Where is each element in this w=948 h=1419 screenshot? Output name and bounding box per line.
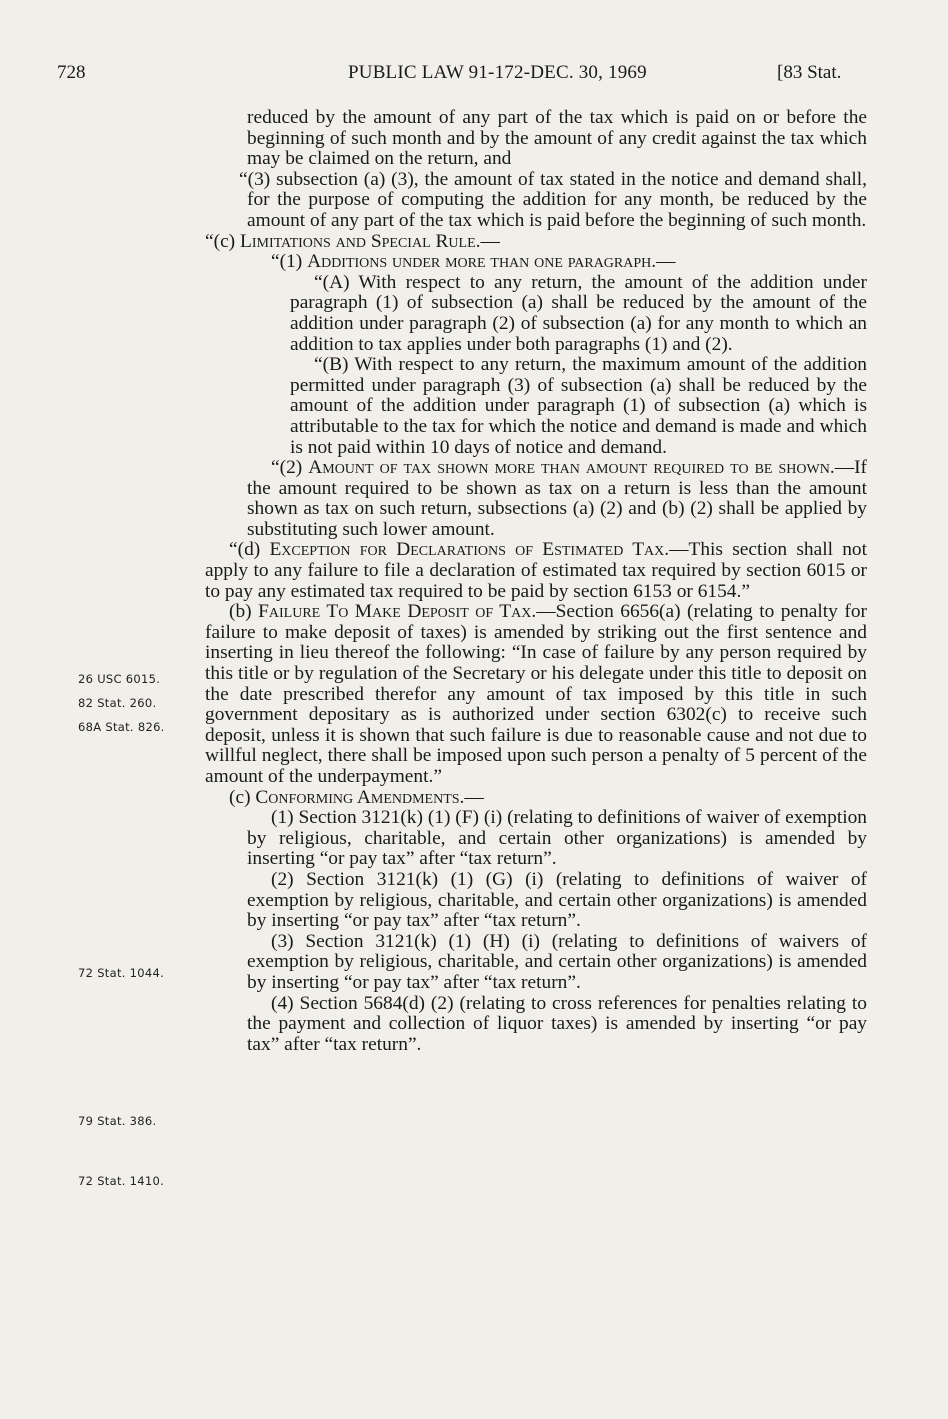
paragraph: “(2) Amount of tax shown more than amount required to be shown.—If the amount required to be shown as tax on a return is less than the amount shown as tax on such return, subsections (a) (2) and (b) (2) shall be applied by substituting such lower amount. xyxy=(247,457,867,540)
paragraph: “(B) With respect to any return, the maximum amount of the addition permitted under paragraph (3) of subsection (a) shall be reduced by the amount of the addition under paragraph (1) of subsection (a) which is attributable to the tax for which the notice and demand is made and which is not paid within 10 days of notice and demand. xyxy=(290,354,867,458)
margin-note: 72 Stat. 1410. xyxy=(78,1174,165,1188)
paragraph: (1) Section 3121(k) (1) (F) (i) (relating to definitions of waiver of exemption by religious, charitable, and certain other organizations) is amended by inserting “or pay tax” after “tax return”. xyxy=(247,807,867,870)
section-heading: “(c) Limitations and Special Rule.— xyxy=(205,230,500,252)
page-number: 728 xyxy=(57,62,86,83)
margin-note: 79 Stat. 386. xyxy=(78,1114,157,1128)
margin-note: 72 Stat. 1044. xyxy=(78,966,165,980)
paragraph: “(A) With respect to any return, the amount of the addition under paragraph (1) of subsection (a) shall be reduced by the amount of the addition under paragraph (2) of subsection (a) for any month to which an addition to tax applies under both paragraphs (1) and (2). xyxy=(290,271,867,355)
paragraph: (2) Section 3121(k) (1) (G) (i) (relating to definitions of waiver of exemption by religious, charitable, and certain other organizations) is amended by inserting “or pay tax” after “tax return”. xyxy=(247,868,867,932)
statute-text xyxy=(195,108,867,1055)
paragraph: (b) Failure To Make Deposit of Tax.—Section 6656(a) (relating to penalty for failure to make deposit of taxes) is amended by striking out the first sentence and inserting in lieu thereof the following: “In case of failure by any person required by this title or by regulation of the Secretary or his delegate under this title to deposit on the date prescribed therefor any amount of tax imposed by this title in such government depositary as is authorized under section 6302(c) to receive such deposit, unless it is shown that such failure is due to reasonable cause and not due to willful neglect, there shall be imposed upon such person a penalty of 5 percent of the amount of the underpayment.” xyxy=(205,601,867,787)
paragraph: reduced by the amount of any part of the tax which is paid on or before the beginning of such month and by the amount of any credit against the tax which may be claimed on the return, and xyxy=(247,107,867,170)
margin-note: 82 Stat. 260. xyxy=(78,696,157,710)
margin-note: 68A Stat. 826. xyxy=(78,720,165,734)
margin-note: 26 USC 6015. xyxy=(78,672,161,686)
section-heading: “(1) Additions under more than one paragraph.— xyxy=(271,251,676,273)
paragraph: “(d) Exception for Declarations of Estimated Tax.—This section shall not apply to any failure to file a declaration of estimated tax required by section 6015 or to pay any estimated tax required to be paid by section 6153 or 6154.” xyxy=(205,539,867,602)
volume-reference: [83 Stat. xyxy=(777,62,842,83)
paragraph: “(3) subsection (a) (3), the amount of tax stated in the notice and demand shall, for the purpose of computing the addition for any month, be reduced by the amount of any part of the tax which is paid before the beginning of such month. xyxy=(239,168,867,231)
paragraph: (4) Section 5684(d) (2) (relating to cross references for penalties relating to the payment and collection of liquor taxes) is amended by inserting “or pay tax” after “tax return”. xyxy=(247,992,867,1055)
paragraph: (3) Section 3121(k) (1) (H) (i) (relating to definitions of waivers of exemption by religious, charitable, and certain other organizations) is amended by inserting “or pay tax” after “tax return”. xyxy=(247,930,867,993)
section-heading: (c) Conforming Amendments.— xyxy=(229,786,484,808)
running-head: PUBLIC LAW 91-172-DEC. 30, 1969 xyxy=(348,62,647,83)
